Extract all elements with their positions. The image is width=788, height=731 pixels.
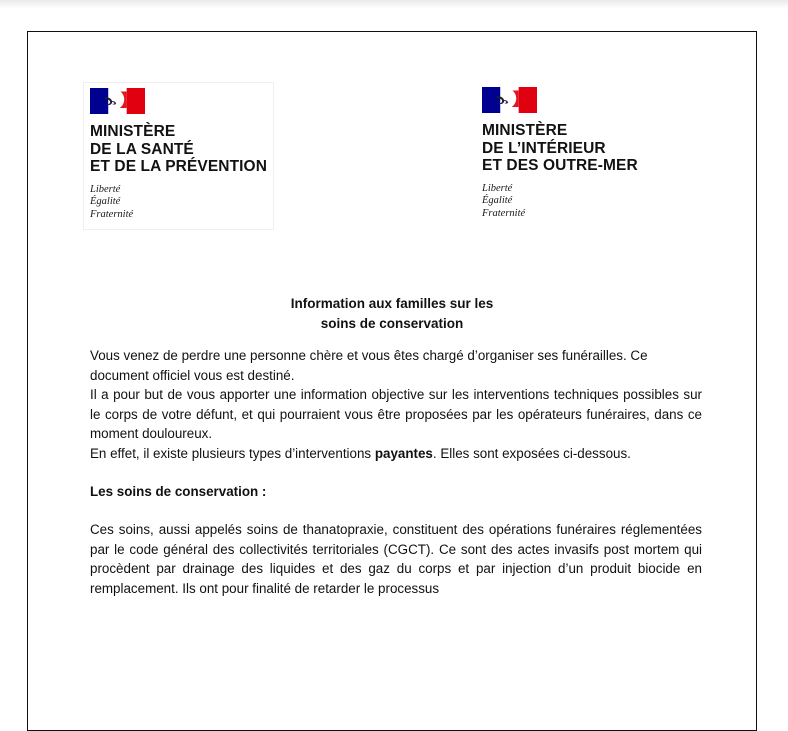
paying-interventions-sentence bbox=[90, 444, 702, 464]
ministry-name-line-2: DE L’INTÉRIEUR bbox=[482, 139, 606, 157]
devise-line-liberte: Liberté bbox=[90, 183, 121, 195]
ministry-logo-interieur bbox=[476, 82, 644, 228]
paying-sentence-before: En effet, il existe plusieurs types d’interventions bbox=[90, 445, 375, 461]
ministry-name-line-1: MINISTÈRE bbox=[90, 123, 176, 140]
document-title-line-1: Information aux familles sur les bbox=[290, 296, 494, 311]
ministry-name-line-2: DE LA SANTÉ bbox=[90, 140, 194, 158]
devise-line-liberte: Liberté bbox=[482, 182, 513, 194]
document-title-line-2: soins de conservation bbox=[320, 315, 464, 331]
document-page bbox=[27, 31, 757, 731]
devise-line-fraternite: Fraternité bbox=[90, 208, 134, 220]
intro-paragraph: Vous venez de perdre une personne chère et vous êtes chargé d’organiser ses funérailles. Ce document officiel vous est destiné. bbox=[90, 348, 652, 383]
section-spacer bbox=[90, 501, 702, 520]
paragraph-spacer bbox=[90, 464, 702, 482]
ministry-logos-row bbox=[28, 32, 756, 220]
document-title bbox=[28, 294, 756, 333]
section-heading-soins-de-conservation: Les soins de conservation : bbox=[90, 483, 267, 499]
devise-line-egalite: Égalité bbox=[90, 196, 121, 207]
viewport-top-gradient bbox=[0, 0, 788, 9]
ministry-name-line-1: MINISTÈRE bbox=[482, 122, 568, 139]
french-flag-marianne-icon bbox=[482, 87, 537, 113]
section-body-paragraph: Ces soins, aussi appelés soins de thanatopraxie, constituent des opérations funéraires réglementées par le code général des collectivités territoriales (CGCT). Ce sont des actes invasifs post mortem qui procèdent par drainage des liquides et des gaz du corps et par injection d’un produit biocide en remplacement. Ils ont pour finalité de retarder le processus bbox=[90, 522, 706, 596]
french-flag-marianne-icon bbox=[90, 88, 145, 114]
purpose-paragraph: Il a pour but de vous apporter une information objective sur les interventions techniques possibles sur le corps de votre défunt, et qui pourraient vous être proposées par les opérateurs funéraires, dans ce moment douloureux. bbox=[90, 387, 710, 442]
ministry-name-line-3: ET DE LA PRÉVENTION bbox=[90, 158, 268, 175]
paying-sentence-after: . Elles sont exposées ci-dessous. bbox=[432, 445, 631, 461]
ministry-logo-sante bbox=[83, 82, 274, 230]
document-body bbox=[90, 346, 710, 599]
devise-line-fraternite: Fraternité bbox=[482, 207, 526, 219]
ministry-name-line-3: ET DES OUTRE-MER bbox=[482, 157, 638, 174]
ministry-devise bbox=[482, 183, 638, 221]
devise-line-egalite: Égalité bbox=[482, 195, 513, 206]
paying-keyword: payantes bbox=[374, 445, 433, 461]
ministry-devise bbox=[90, 184, 267, 222]
